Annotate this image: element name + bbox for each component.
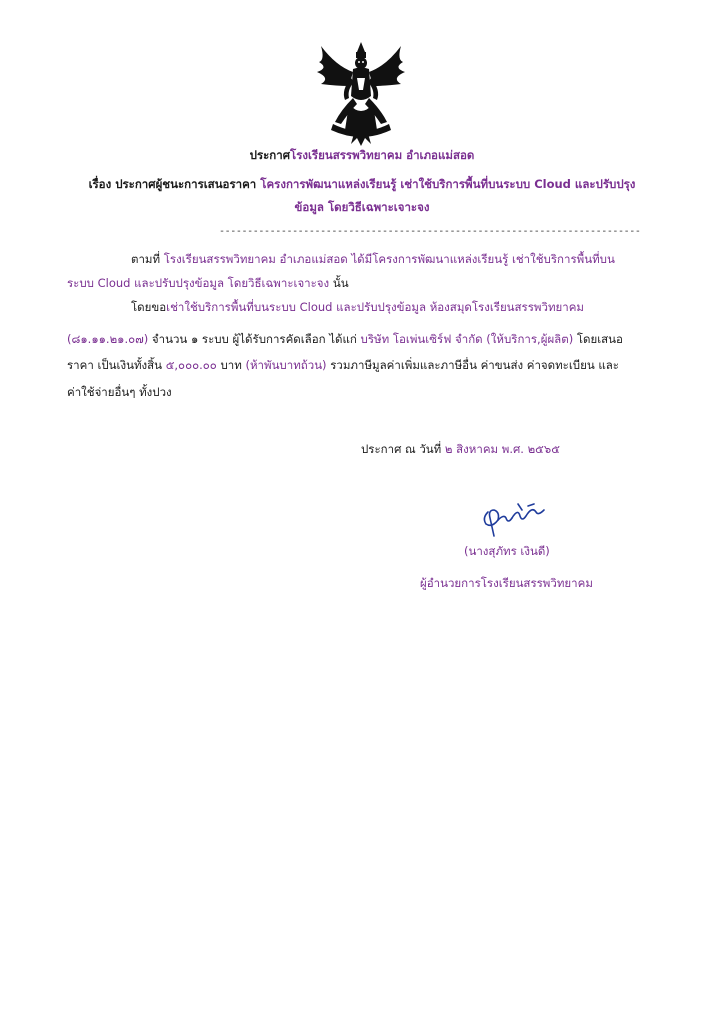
announcement-date <box>361 441 560 457</box>
paragraph-2-line-1 <box>131 299 584 315</box>
p2-offer: โดยเสนอ <box>576 332 623 346</box>
announced-label: ประกาศ ณ วันที่ <box>361 442 442 456</box>
paragraph-2-line-3 <box>67 357 619 373</box>
p3-prefix: ราคา <box>67 358 94 372</box>
announcement-prefix: ประกาศ <box>249 148 291 162</box>
p1-line2: ระบบ Cloud และปรับปรุงข้อมูล โดยวิธีเฉพาะเจาะจง <box>67 276 330 290</box>
subject-line-2: ข้อมูล โดยวิธีเฉพาะเจาะจง <box>294 200 430 214</box>
p3-amount: ๕,๐๐๐.๐๐ <box>165 358 217 372</box>
garuda-emblem-icon <box>311 38 411 148</box>
p2-winner-label: ผู้ได้รับการคัดเลือก ได้แก่ <box>232 332 357 346</box>
p1-project: ได้มีโครงการพัฒนาแหล่งเรียนรู้ เช่าใช้บริการพื้นที่บน <box>351 252 615 266</box>
p1-end: นั้น <box>332 276 349 290</box>
p3-baht: บาท <box>220 358 242 372</box>
p3-rest: รวมภาษีมูลค่าเพิ่มและภาษีอื่น ค่าขนส่ง ค่าจดทะเบียน และ <box>330 358 619 372</box>
p2-line1: เช่าใช้บริการพื้นที่บนระบบ Cloud และปรับปรุงข้อมูล ห้องสมุดโรงเรียนสรรพวิทยาคม <box>166 300 585 314</box>
signature-image <box>478 498 553 538</box>
p1-prefix: ตามที่ <box>131 252 161 266</box>
p2-code: (๘๑.๑๑.๒๑.๐๗) <box>67 332 149 346</box>
paragraph-1-line-1 <box>131 251 615 267</box>
announcement-title <box>0 147 724 163</box>
p1-school: โรงเรียนสรรพวิทยาคม อำเภอแม่สอด <box>163 252 348 266</box>
paragraph-2-line-2 <box>67 331 623 347</box>
p3-total-label: เป็นเงินทั้งสิ้น <box>97 358 163 372</box>
school-name: โรงเรียนสรรพวิทยาคม อำเภอแม่สอด <box>290 148 475 162</box>
signer-title: ผู้อำนวยการโรงเรียนสรรพวิทยาคม <box>420 576 593 590</box>
p2-prefix: โดยขอ <box>131 300 167 314</box>
announced-date: ๒ สิงหาคม พ.ศ. ๒๕๖๕ <box>444 442 560 456</box>
p2-winner: บริษัท โอเพ่นเซิร์ฟ จำกัด (ให้บริการ,ผู้ผลิต) <box>360 332 574 346</box>
paragraph-2-line-4: ค่าใช้จ่ายอื่นๆ ทั้งปวง <box>67 385 172 399</box>
p3-amount-words: (ห้าพันบาทถ้วน) <box>245 358 327 372</box>
subject-line-1 <box>0 176 724 192</box>
separator-line: --------------------------------------------------------------------------- <box>219 226 641 237</box>
subject-project-line1: โครงการพัฒนาแหล่งเรียนรู้ เช่าใช้บริการพื้นที่บนระบบ Cloud และปรับปรุง <box>260 177 636 191</box>
paragraph-1-line-2 <box>67 275 349 291</box>
p2-qty: จำนวน ๑ ระบบ <box>151 332 229 346</box>
subject-prefix: เรื่อง ประกาศผู้ชนะการเสนอราคา <box>88 177 257 191</box>
signer-name: (นางสุภัทร เงินดี) <box>464 544 550 558</box>
